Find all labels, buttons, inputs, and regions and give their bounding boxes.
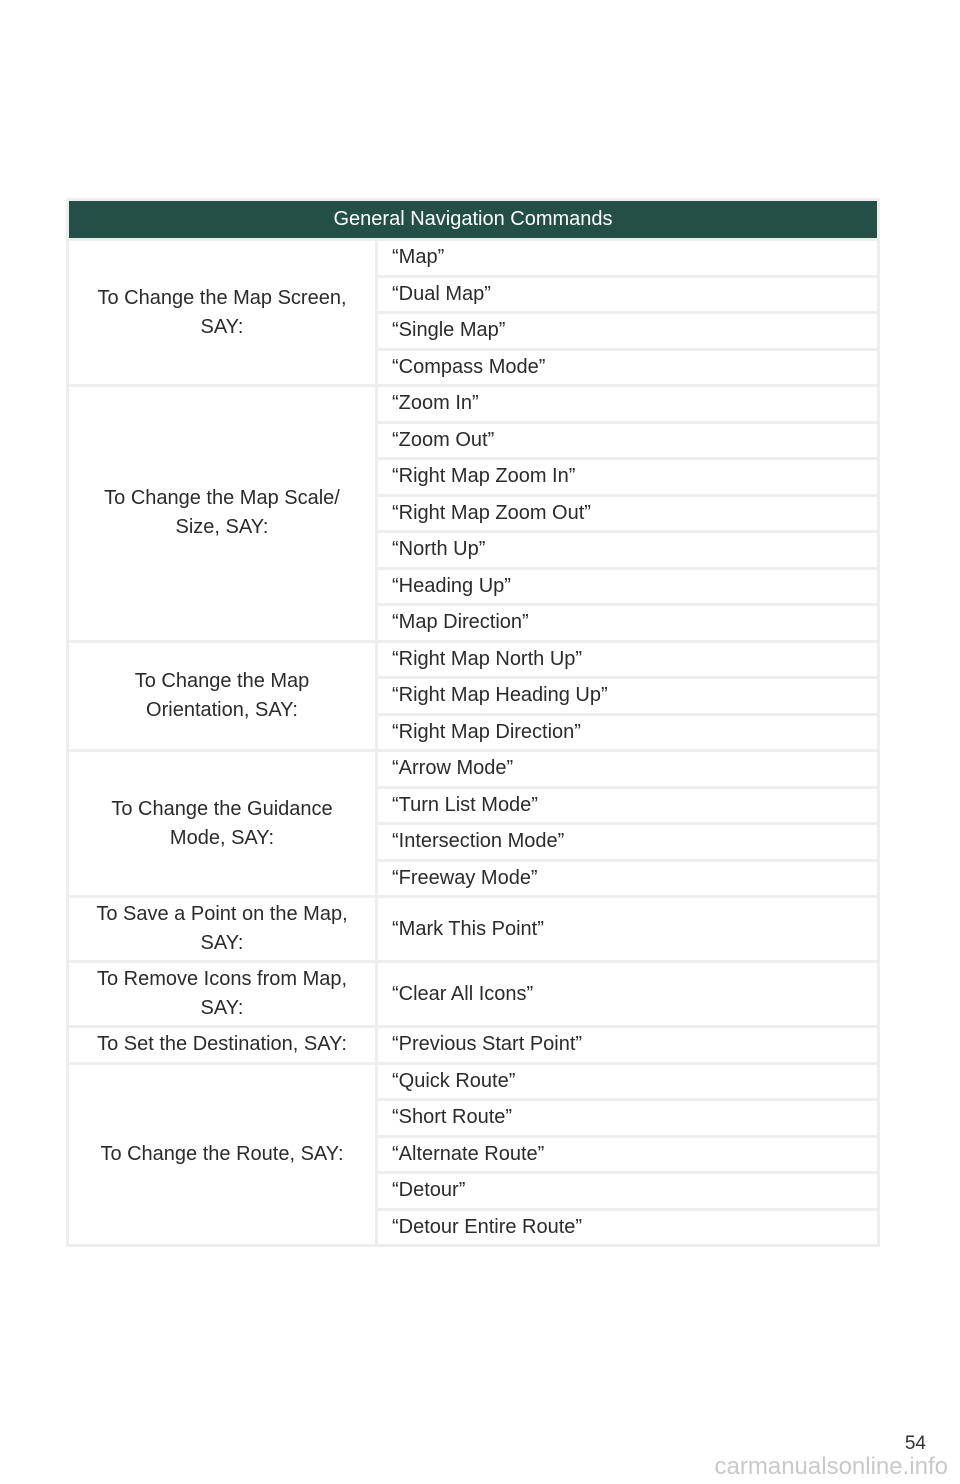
command-group-save-point xyxy=(69,898,877,960)
command-item: “Dual Map” xyxy=(378,278,877,312)
command-group-change-route xyxy=(69,1065,877,1245)
command-item: “Right Map North Up” xyxy=(378,643,877,677)
command-item: “Mark This Point” xyxy=(378,898,877,960)
command-item: “Detour” xyxy=(378,1174,877,1208)
command-item: “Right Map Direction” xyxy=(378,716,877,750)
site-watermark: carmanualsonline.info xyxy=(714,1453,948,1480)
page-number: 54 xyxy=(904,1433,926,1454)
command-item: “Intersection Mode” xyxy=(378,825,877,859)
command-item: “North Up” xyxy=(378,533,877,567)
command-item: “Arrow Mode” xyxy=(378,752,877,786)
group-label: To Change the Guidance Mode, SAY: xyxy=(69,752,375,895)
command-item: “Quick Route” xyxy=(378,1065,877,1099)
command-group-map-scale xyxy=(69,387,877,640)
command-item: “Right Map Zoom In” xyxy=(378,460,877,494)
command-item: “Freeway Mode” xyxy=(378,862,877,896)
command-item: “Right Map Zoom Out” xyxy=(378,497,877,531)
command-group-guidance-mode xyxy=(69,752,877,895)
command-item: “Alternate Route” xyxy=(378,1138,877,1172)
command-item: “Single Map” xyxy=(378,314,877,348)
command-item: “Compass Mode” xyxy=(378,351,877,385)
navigation-commands-table xyxy=(66,198,880,1247)
table-title: General Navigation Commands xyxy=(69,201,877,238)
command-item: “Turn List Mode” xyxy=(378,789,877,823)
group-label: To Set the Destination, SAY: xyxy=(69,1028,375,1062)
group-label: To Change the Map Orientation, SAY: xyxy=(69,643,375,750)
command-group-map-screen xyxy=(69,241,877,384)
command-item: “Right Map Heading Up” xyxy=(378,679,877,713)
command-item: “Heading Up” xyxy=(378,570,877,604)
command-item: “Zoom In” xyxy=(378,387,877,421)
command-item: “Map Direction” xyxy=(378,606,877,640)
group-label: To Save a Point on the Map, SAY: xyxy=(69,898,375,960)
command-item: “Zoom Out” xyxy=(378,424,877,458)
command-group-remove-icons xyxy=(69,963,877,1025)
group-label: To Change the Map Scale/ Size, SAY: xyxy=(69,387,375,640)
command-item: “Short Route” xyxy=(378,1101,877,1135)
command-item: “Previous Start Point” xyxy=(378,1028,877,1062)
command-item: “Map” xyxy=(378,241,877,275)
group-label: To Remove Icons from Map, SAY: xyxy=(69,963,375,1025)
command-item: “Clear All Icons” xyxy=(378,963,877,1025)
command-item: “Detour Entire Route” xyxy=(378,1211,877,1245)
group-label: To Change the Route, SAY: xyxy=(69,1065,375,1245)
command-group-set-destination xyxy=(69,1028,877,1062)
group-label: To Change the Map Screen, SAY: xyxy=(69,241,375,384)
command-group-map-orientation xyxy=(69,643,877,750)
